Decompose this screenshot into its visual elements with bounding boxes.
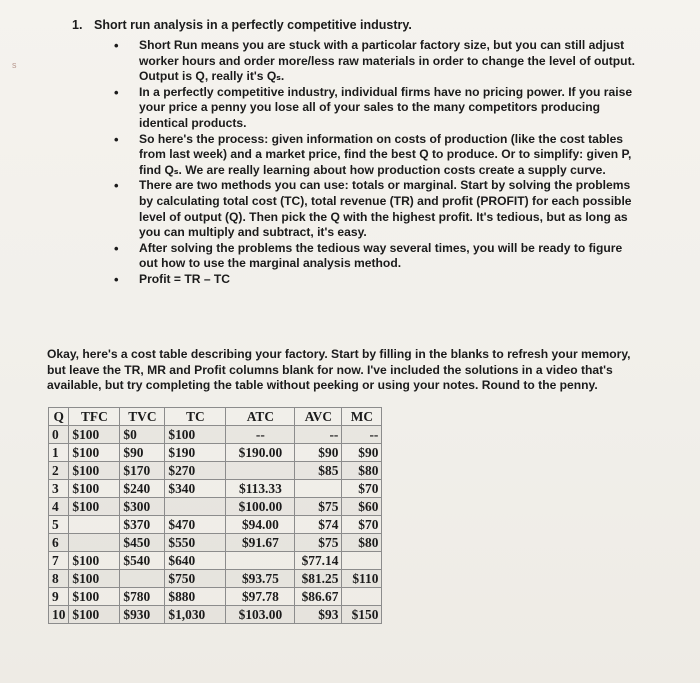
col-header-tc: TC — [165, 408, 226, 426]
bullet-dot-icon: • — [114, 178, 119, 194]
table-row — [49, 552, 382, 570]
table-cell: $470 — [165, 516, 226, 534]
table-cell: $85 — [295, 462, 342, 480]
bullet-dot-icon: • — [114, 271, 119, 287]
table-cell: $70 — [342, 516, 382, 534]
table-cell: 6 — [49, 534, 69, 552]
heading-title: Short run analysis in a perfectly competitive industry. — [94, 18, 412, 32]
table-cell: $930 — [120, 606, 165, 624]
table-row — [49, 426, 382, 444]
table-cell: $80 — [342, 534, 382, 552]
table-cell: 8 — [49, 570, 69, 588]
table-row — [49, 480, 382, 498]
table-cell: $75 — [295, 534, 342, 552]
table-cell: $450 — [120, 534, 165, 552]
table-cell: $190 — [165, 444, 226, 462]
table-cell: 0 — [49, 426, 69, 444]
bullet-item: • Profit = TR – TC — [114, 271, 231, 287]
table-row — [49, 516, 382, 534]
section-heading — [72, 17, 412, 33]
table-cell — [226, 552, 295, 570]
bullet-list — [112, 38, 642, 288]
table-cell: $370 — [120, 516, 165, 534]
table-cell — [69, 534, 120, 552]
table-cell: $91.67 — [226, 534, 295, 552]
table-cell: $100.00 — [226, 498, 295, 516]
col-header-avc: AVC — [295, 408, 342, 426]
table-cell: $75 — [295, 498, 342, 516]
table-cell: $100 — [69, 426, 120, 444]
table-cell: 10 — [49, 606, 69, 624]
col-header-mc: MC — [342, 408, 382, 426]
table-row — [49, 462, 382, 480]
table-cell: $190.00 — [226, 444, 295, 462]
table-cell: $93.75 — [226, 570, 295, 588]
table-cell: 1 — [49, 444, 69, 462]
table-cell: $100 — [69, 462, 120, 480]
table-cell: $100 — [69, 552, 120, 570]
col-header-q: Q — [49, 408, 69, 426]
table-cell: $540 — [120, 552, 165, 570]
table-cell: -- — [342, 426, 382, 444]
table-cell: -- — [226, 426, 295, 444]
col-header-atc: ATC — [226, 408, 295, 426]
table-cell: $300 — [120, 498, 165, 516]
table-cell: $100 — [69, 444, 120, 462]
table-cell: -- — [295, 426, 342, 444]
table-cell: $60 — [342, 498, 382, 516]
table-cell — [165, 498, 226, 516]
col-header-tvc: TVC — [120, 408, 165, 426]
table-cell: $100 — [69, 498, 120, 516]
table-cell — [342, 552, 382, 570]
bullet-item: • So here's the process: given information on costs of production (like the cost tables from last week) and a market price, find the best Q to produce. Or to simplify: given P, find Qₛ. We are really learning about how production costs create a supply curve. — [114, 131, 632, 177]
bullet-item: • Short Run means you are stuck with a particolar factory size, but you can still adjust worker hours and order more/less raw materials in order to change the level of output. Output is Q, really it's Qₛ. — [114, 38, 635, 84]
table-cell: $780 — [120, 588, 165, 606]
table-cell: $94.00 — [226, 516, 295, 534]
table-cell: $80 — [342, 462, 382, 480]
bullet-item: • There are two methods you can use: totals or marginal. Start by solving the problems by calculating total cost (TC), total revenue (TR) and profit (PROFIT) for each possible level of output (Q). Then pick the Q with the highest profit. It's tedious, but as long as you can multiply and subtract, it's easy. — [114, 178, 632, 240]
table-cell — [342, 588, 382, 606]
table-cell — [69, 516, 120, 534]
table-row — [49, 534, 382, 552]
bullet-dot-icon: • — [114, 38, 119, 53]
table-cell: $90 — [120, 444, 165, 462]
table-cell: $86.67 — [295, 588, 342, 606]
table-cell: $90 — [295, 444, 342, 462]
table-cell — [120, 570, 165, 588]
table-cell: $97.78 — [226, 588, 295, 606]
table-cell: $100 — [165, 426, 226, 444]
table-cell: $93 — [295, 606, 342, 624]
table-cell: $100 — [69, 606, 120, 624]
table-cell: $150 — [342, 606, 382, 624]
table-cell: $74 — [295, 516, 342, 534]
table-cell: $100 — [69, 480, 120, 498]
table-cell: $90 — [342, 444, 382, 462]
table-cell: $0 — [120, 426, 165, 444]
table-row — [49, 444, 382, 462]
table-cell: $113.33 — [226, 480, 295, 498]
table-row — [49, 606, 382, 624]
table-cell: 7 — [49, 552, 69, 570]
table-cell: $100 — [69, 570, 120, 588]
table-cell: $640 — [165, 552, 226, 570]
table-cell: 2 — [49, 462, 69, 480]
bullet-item: • In a perfectly competitive industry, individual firms have no pricing power. If you raise your price a penny you lose all of your sales to the many competitors producing identical products. — [114, 84, 633, 130]
table-cell: $340 — [165, 480, 226, 498]
table-cell: $100 — [69, 588, 120, 606]
table-cell: 5 — [49, 516, 69, 534]
heading-number: 1. — [72, 18, 83, 32]
table-cell: 9 — [49, 588, 69, 606]
table-cell: $240 — [120, 480, 165, 498]
cost-table — [48, 407, 382, 624]
table-cell: $110 — [342, 570, 382, 588]
bullet-dot-icon: • — [114, 131, 119, 147]
table-cell: $880 — [165, 588, 226, 606]
table-cell: $750 — [165, 570, 226, 588]
table-row — [49, 498, 382, 516]
table-cell: $270 — [165, 462, 226, 480]
table-cell — [295, 480, 342, 498]
cost-table-body — [49, 426, 382, 624]
table-cell: $77.14 — [295, 552, 342, 570]
table-cell: $70 — [342, 480, 382, 498]
table-cell: 3 — [49, 480, 69, 498]
table-cell — [226, 462, 295, 480]
intro-paragraph: Okay, here's a cost table describing your factory. Start by filling in the blanks to refresh your memory, but leave the TR, MR and Profit columns blank for now. I've included the solutions in a video that's available, but try completing the table without peeking or using your notes. Round to the penny. — [47, 347, 631, 393]
bullet-dot-icon: • — [114, 240, 119, 256]
table-cell: $550 — [165, 534, 226, 552]
table-row — [49, 588, 382, 606]
table-cell: $1,030 — [165, 606, 226, 624]
bullet-dot-icon: • — [114, 84, 119, 100]
margin-mark: s — [12, 60, 17, 70]
table-cell: $103.00 — [226, 606, 295, 624]
table-cell: $81.25 — [295, 570, 342, 588]
table-header-row — [49, 408, 382, 426]
table-cell: 4 — [49, 498, 69, 516]
table-row — [49, 570, 382, 588]
bullet-item: • After solving the problems the tedious way several times, you will be ready to figure out how to use the marginal analysis method. — [114, 240, 623, 271]
table-cell: $170 — [120, 462, 165, 480]
col-header-tfc: TFC — [69, 408, 120, 426]
